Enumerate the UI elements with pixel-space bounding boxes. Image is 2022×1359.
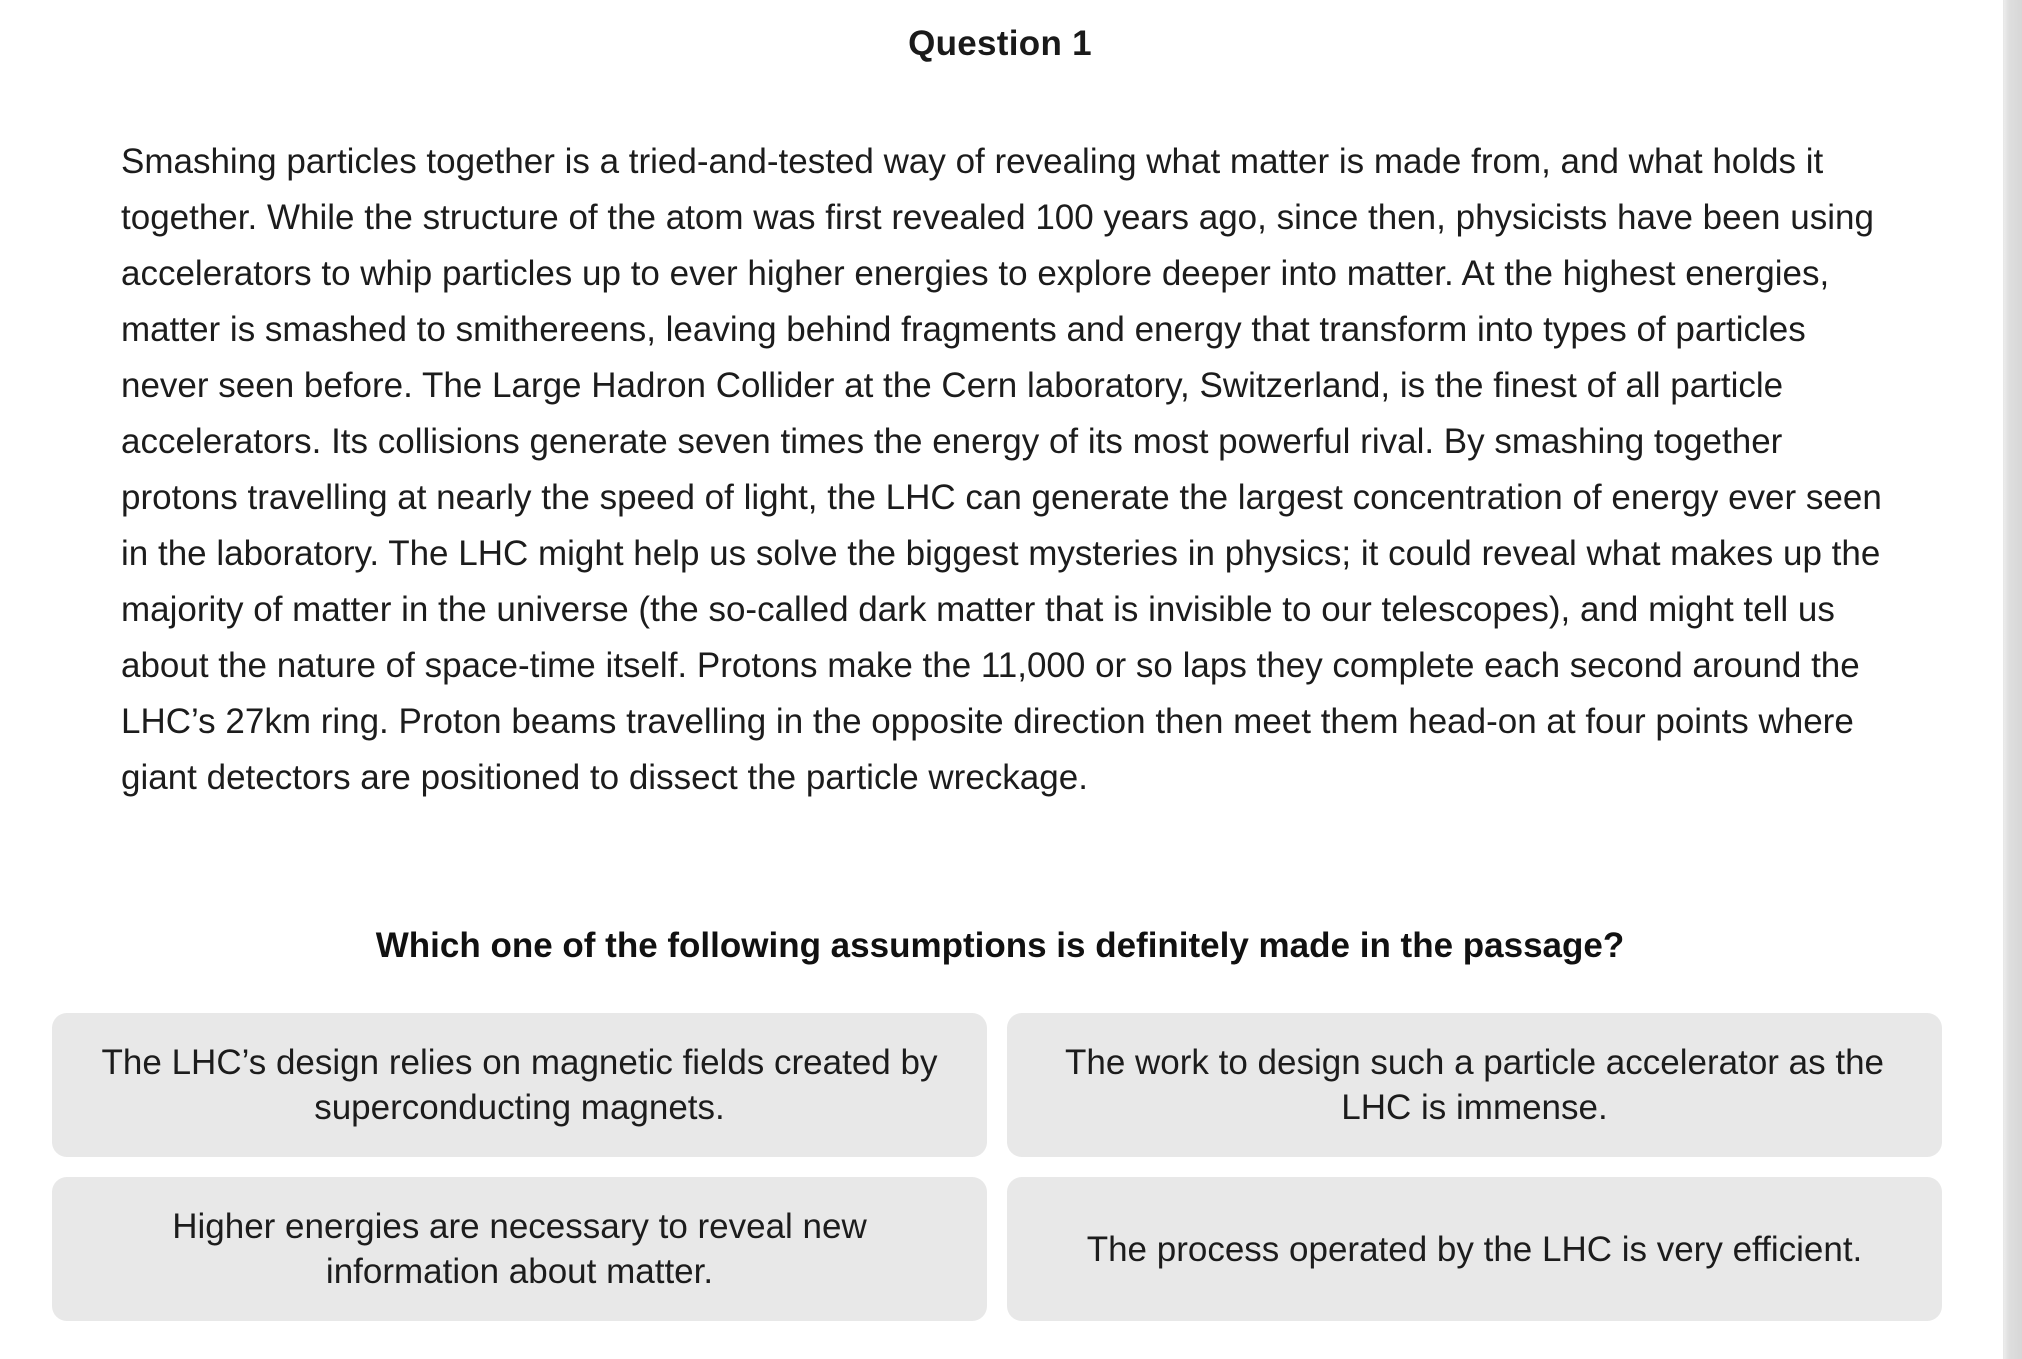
question-title: Question 1 [908, 24, 1092, 63]
answer-option-label: The LHC’s design relies on magnetic fields created by superconducting magnets. [101, 1043, 938, 1127]
scrollbar[interactable] [2003, 0, 2022, 1359]
answer-option-1[interactable] [52, 1013, 987, 1157]
passage-text: Smashing particles together is a tried-and-tested way of revealing what matter is made from, and what holds it together. While the structure of the atom was first revealed 100 years ago, since then, physicists have been using accelerators to whip particles up to ever higher energies to explore deeper into matter. At the highest energies, matter is smashed to smithereens, leaving behind fragments and energy that transform into types of particles never seen before. The Large Hadron Collider at the Cern laboratory, Switzerland, is the finest of all particle accelerators. Its collisions generate seven times the energy of its most powerful rival. By smashing together protons travelling at nearly the speed of light, the LHC can generate the largest concentration of energy ever seen in the laboratory. The LHC might help us solve the biggest mysteries in physics; it could reveal what makes up the majority of matter in the universe (the so-called dark matter that is invisible to our telescopes), and might tell us about the nature of space-time itself. Protons make the 11,000 or so laps they complete each second around the LHC’s 27km ring. Proton beams travelling in the opposite direction then meet them head-on at four points where giant detectors are positioned to dissect the particle wreckage. [121, 142, 1882, 797]
answer-option-3[interactable] [52, 1177, 987, 1321]
answer-option-label: Higher energies are necessary to reveal new information about matter. [172, 1207, 867, 1291]
answer-option-4[interactable] [1007, 1177, 1942, 1321]
question-prompt: Which one of the following assumptions is definitely made in the passage? [375, 926, 1625, 965]
answer-option-label: The work to design such a particle accelerator as the LHC is immense. [1064, 1043, 1885, 1127]
answer-option-2[interactable] [1007, 1013, 1942, 1157]
answer-option-label: The process operated by the LHC is very efficient. [1086, 1229, 1863, 1269]
